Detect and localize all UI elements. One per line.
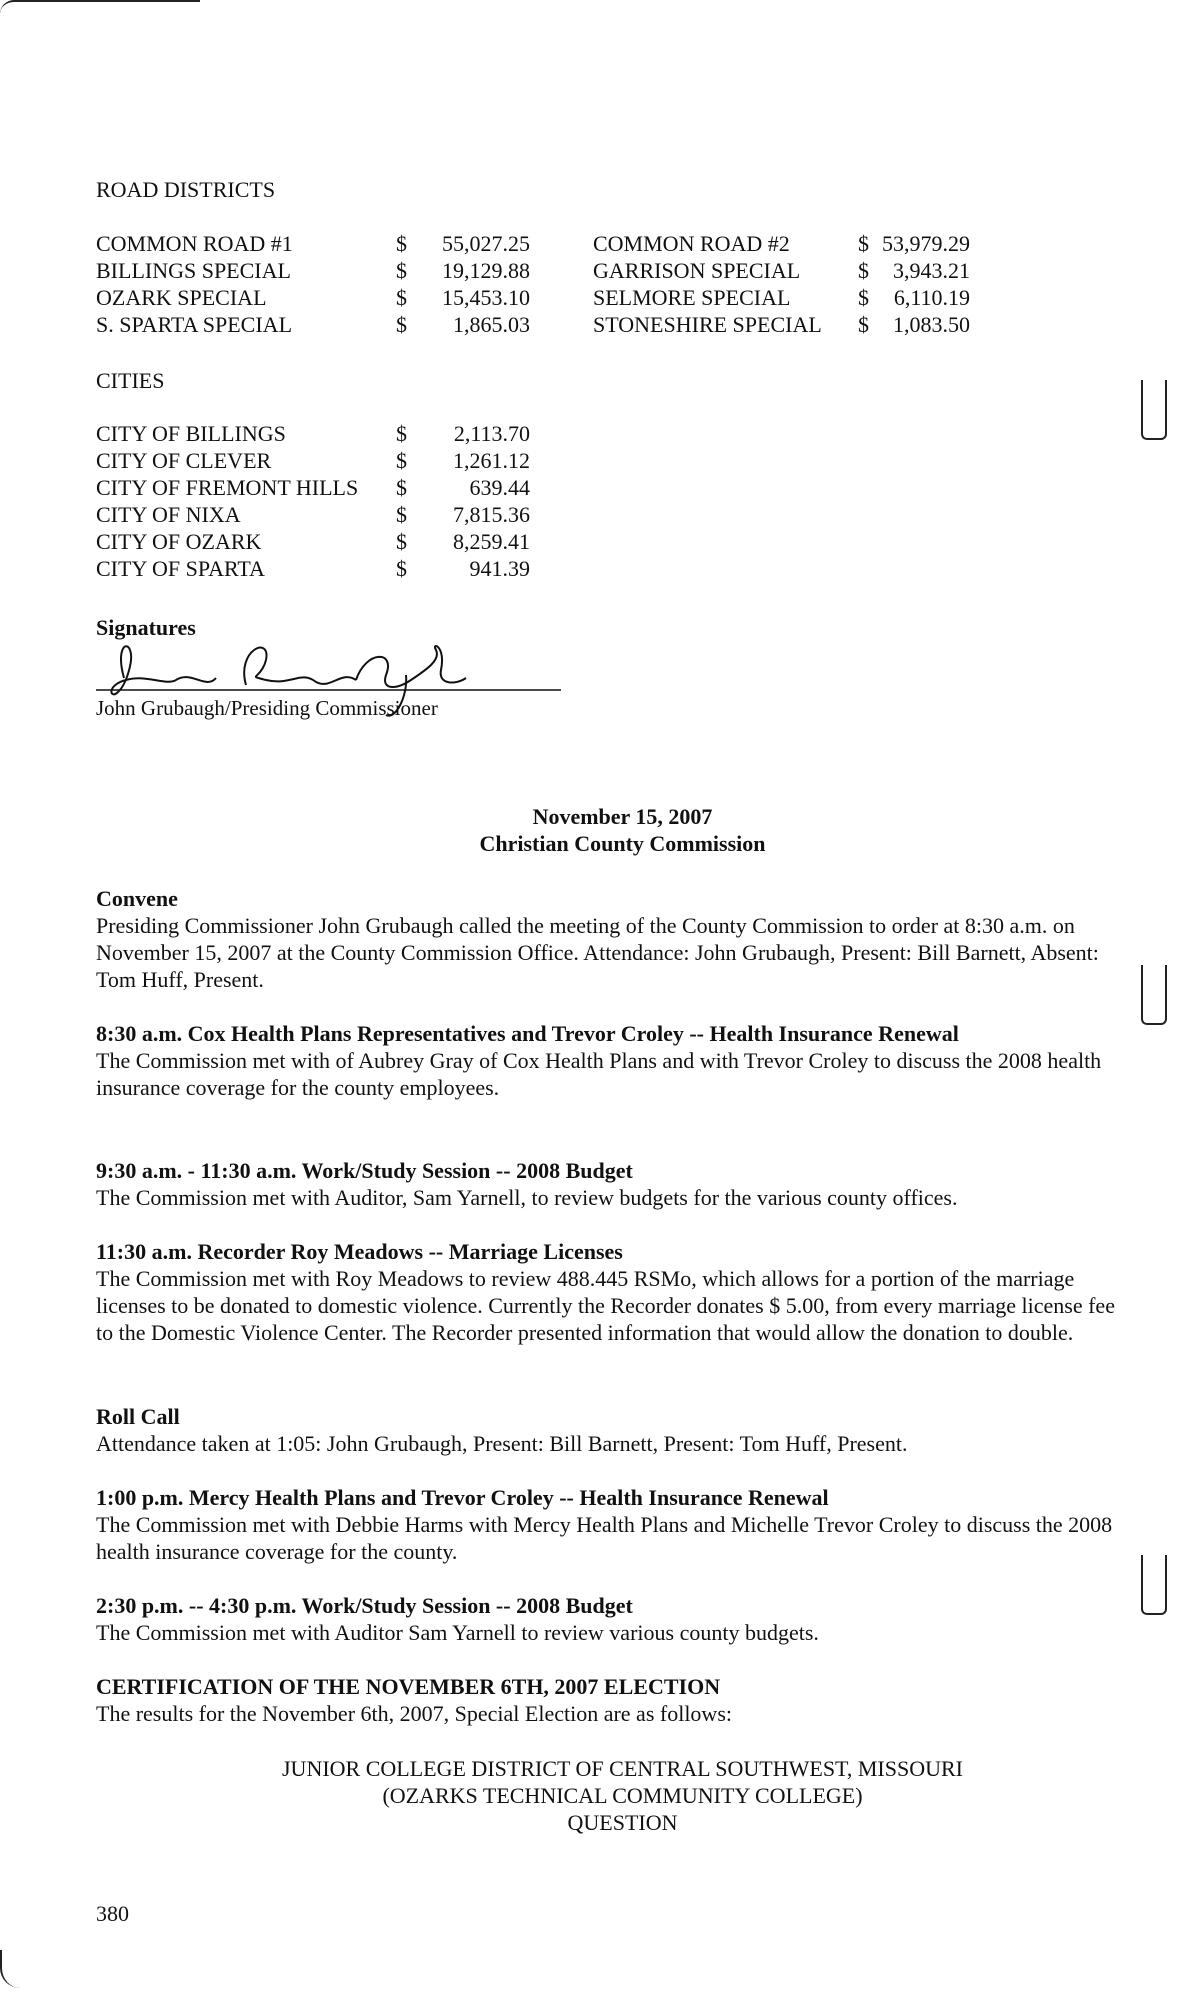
road-districts-left-table [96,230,530,338]
section-text: The Commission met with Roy Meadows to review 488.445 RSMo, which allows for a portion of the marriage licenses to be donated to domestic violence. Currently the Recorder donates $ 5.00, from every marriage license fee to the Domestic Violence Center. The Recorder presented information that would allow the donation to double. [96,1266,1115,1345]
table-row: BILLINGS SPECIAL $ 19,129.88 [96,258,530,283]
section-mercy-health [96,1484,1126,1565]
section-text: Attendance taken at 1:05: John Grubaugh, Present: Bill Barnett, Present: Tom Huff, Present. [96,1431,908,1456]
table-row: S. SPARTA SPECIAL $ 1,865.03 [96,312,530,337]
section-marriage-licenses [96,1238,1126,1346]
margin-marker-icon [1141,1555,1167,1615]
question-line-1: JUNIOR COLLEGE DISTRICT OF CENTRAL SOUTHWEST, MISSOURI [282,1756,963,1781]
section-text: The Commission met with Auditor, Sam Yarnell, to review budgets for the various county offices. [96,1185,958,1210]
section-title: 8:30 a.m. Cox Health Plans Representatives and Trevor Croley -- Health Insurance Renewal [96,1021,959,1046]
table-row: CITY OF FREMONT HILLS $ 639.44 [96,475,530,500]
table-row: CITY OF NIXA $ 7,815.36 [96,502,530,527]
scan-corner-top-left [0,0,200,16]
table-row: GARRISON SPECIAL $ 3,943.21 [593,258,970,283]
section-text: The results for the November 6th, 2007, Special Election are as follows: [96,1701,732,1726]
section-text: The Commission met with of Aubrey Gray of Cox Health Plans and with Trevor Croley to discuss the 2008 health insurance coverage for the county employees. [96,1048,1102,1100]
section-cox-health [96,1020,1126,1101]
cities-heading: CITIES [96,368,165,393]
table-row: CITY OF SPARTA $ 941.39 [96,556,530,581]
section-title: CERTIFICATION OF THE NOVEMBER 6TH, 2007 ELECTION [96,1674,721,1699]
section-title: 11:30 a.m. Recorder Roy Meadows -- Marriage Licenses [96,1239,623,1264]
table-row: OZARK SPECIAL $ 15,453.10 [96,285,530,310]
section-work-study-morning [96,1157,1126,1211]
road-districts-heading: ROAD DISTRICTS [96,177,276,202]
section-title: 1:00 p.m. Mercy Health Plans and Trevor Croley -- Health Insurance Renewal [96,1485,829,1510]
section-title: 2:30 p.m. -- 4:30 p.m. Work/Study Session -- 2008 Budget [96,1593,633,1618]
table-row: COMMON ROAD #2 $ 53,979.29 [593,231,970,256]
table-row: CITY OF OZARK $ 8,259.41 [96,529,530,554]
section-roll-call [96,1403,1126,1457]
table-row: SELMORE SPECIAL $ 6,110.19 [593,285,970,310]
table-row: COMMON ROAD #1 $ 55,027.25 [96,231,530,256]
section-title: Roll Call [96,1404,180,1429]
section-election-certification [96,1673,1126,1727]
section-text: Presiding Commissioner John Grubaugh called the meeting of the County Commission to order at 8:30 a.m. on November 15, 2007 at the County Commission Office. Attendance: John Grubaugh, Present: Bill Barnett, Absent: Tom Huff, Present. [96,913,1099,992]
table-row: STONESHIRE SPECIAL $ 1,083.50 [593,312,970,337]
section-title: Convene [96,886,178,911]
meeting-body: Christian County Commission [479,831,766,856]
section-convene [96,885,1126,993]
page-number: 380 [96,1901,129,1926]
table-row: CITY OF CLEVER $ 1,261.12 [96,448,530,473]
signatures-heading: Signatures [96,615,196,640]
section-title: 9:30 a.m. - 11:30 a.m. Work/Study Session -- 2008 Budget [96,1158,633,1183]
section-text: The Commission met with Auditor Sam Yarnell to review various county budgets. [96,1620,819,1645]
section-text: The Commission met with Debbie Harms with Mercy Health Plans and Michelle Trevor Croley to discuss the 2008 health insurance coverage for the county. [96,1512,1113,1564]
table-row: CITY OF BILLINGS $ 2,113.70 [96,421,530,446]
meeting-date: November 15, 2007 [532,804,713,829]
road-districts-right-table [593,230,970,338]
cities-table [96,420,530,582]
signer-name-line: John Grubaugh/Presiding Commissioner [96,696,438,720]
margin-marker-icon [1141,380,1167,440]
section-work-study-afternoon [96,1592,1126,1646]
question-line-2: (OZARKS TECHNICAL COMMUNITY COLLEGE) [382,1783,863,1808]
margin-marker-icon [1141,965,1167,1025]
scan-corner-bottom-left [0,1950,32,1988]
question-line-3: QUESTION [567,1810,678,1835]
